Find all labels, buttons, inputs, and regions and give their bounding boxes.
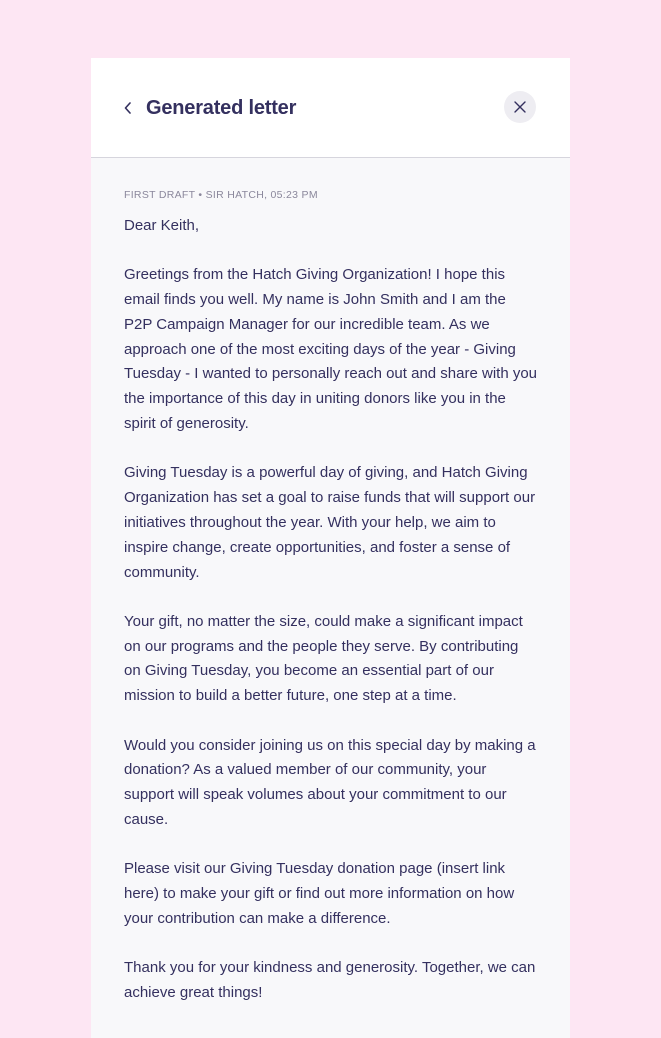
letter-paragraph: Giving Tuesday is a powerful day of giving, and Hatch Giving Organization has set a goal to raise funds that will support our initiatives throughout the year. With your help, we aim to inspire change, create opportunities, and foster a sense of community. bbox=[124, 464, 536, 581]
page-title: Generated letter bbox=[146, 97, 297, 119]
letter-paragraph: Please visit our Giving Tuesday donation page (insert link here) to make your gift or find out more information on how your contribution can make a difference. bbox=[124, 860, 515, 927]
chevron-left-icon bbox=[124, 102, 132, 114]
letter-paragraph: Your gift, no matter the size, could make a significant impact on our programs and the people they serve. By contributing on Giving Tuesday, you become an essential part of our mission to build a better future, one step at a time. bbox=[124, 612, 523, 705]
close-button[interactable] bbox=[504, 91, 536, 123]
draft-meta: FIRST DRAFT • SIR HATCH, 05:23 PM bbox=[124, 189, 318, 201]
panel-header bbox=[91, 58, 570, 158]
back-button[interactable] bbox=[118, 95, 138, 121]
letter-body bbox=[124, 214, 537, 1006]
close-icon bbox=[514, 101, 526, 113]
letter-greeting: Dear Keith, bbox=[124, 217, 200, 234]
letter-paragraph: Would you consider joining us on this special day by making a donation? As a valued member of our community, your support will speak volumes about your commitment to our cause. bbox=[124, 736, 536, 828]
letter-content bbox=[91, 158, 570, 1006]
letter-panel bbox=[91, 58, 570, 1038]
letter-paragraph: Greetings from the Hatch Giving Organization! I hope this email finds you well. My name is John Smith and I am the P2P Campaign Manager for our incredible team. As we approach one of the most exciting days of the year - Giving Tuesday - I wanted to personally reach out and share with you the importance of this day in uniting donors like you in the spirit of generosity. bbox=[124, 266, 538, 433]
letter-paragraph: Thank you for your kindness and generosity. Together, we can achieve great things! bbox=[124, 959, 536, 1001]
